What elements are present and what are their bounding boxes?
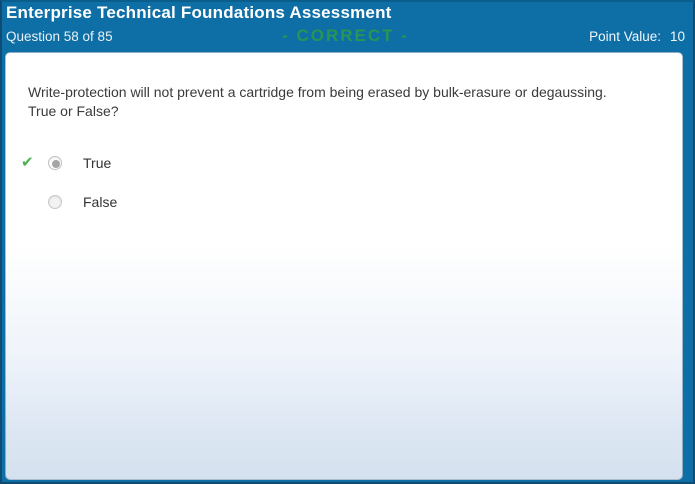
option-row-false[interactable] bbox=[21, 191, 682, 213]
option-label-true[interactable]: True bbox=[83, 155, 112, 171]
correct-check-icon: ✔ bbox=[21, 154, 34, 171]
radio-false[interactable] bbox=[48, 195, 62, 209]
radio-true[interactable] bbox=[48, 156, 62, 170]
question-progress: Question 58 of 85 bbox=[6, 28, 113, 44]
option-label-false[interactable]: False bbox=[83, 194, 118, 210]
question-card bbox=[5, 52, 683, 480]
correct-status-badge: - CORRECT - bbox=[282, 26, 409, 45]
page-title: Enterprise Technical Foundations Assessment bbox=[6, 3, 392, 22]
answer-options bbox=[21, 152, 682, 213]
point-value bbox=[409, 29, 685, 44]
option-row-true[interactable] bbox=[21, 152, 682, 174]
question-text: Write-protection will not prevent a cartridge from being erased by bulk-erasure or degaussing. True or False? bbox=[28, 84, 607, 119]
point-value-label: Point Value: bbox=[589, 28, 661, 44]
point-value-number: 10 bbox=[669, 28, 686, 44]
header bbox=[2, 2, 693, 52]
header-status-row bbox=[6, 24, 685, 48]
